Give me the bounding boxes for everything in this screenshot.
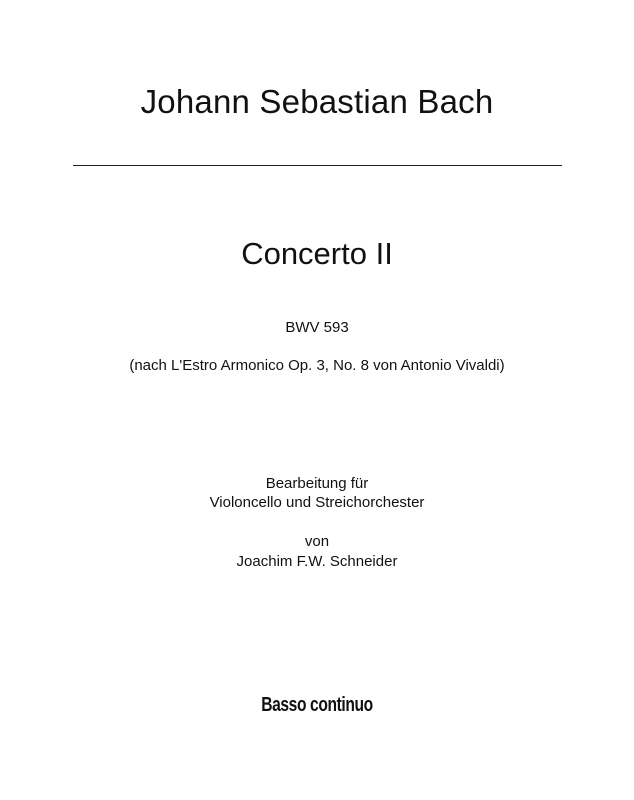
arrangement-line-2: Violoncello und Streichorchester	[209, 494, 425, 511]
composer-name: Johann Sebastian Bach	[140, 83, 494, 120]
arranger-name: Joachim F.W. Schneider	[236, 553, 398, 570]
catalog-number: BWV 593	[285, 319, 349, 336]
divider-line	[73, 165, 562, 166]
part-name: Basso continuo	[261, 694, 373, 716]
arrangement-block	[0, 474, 634, 512]
arrangement-line-1: Bearbeitung für	[265, 475, 369, 492]
arranger-by: von	[304, 533, 330, 550]
work-title: Concerto II	[241, 236, 393, 271]
source-note: (nach L'Estro Armonico Op. 3, No. 8 von Antonio Vivaldi)	[129, 357, 505, 374]
